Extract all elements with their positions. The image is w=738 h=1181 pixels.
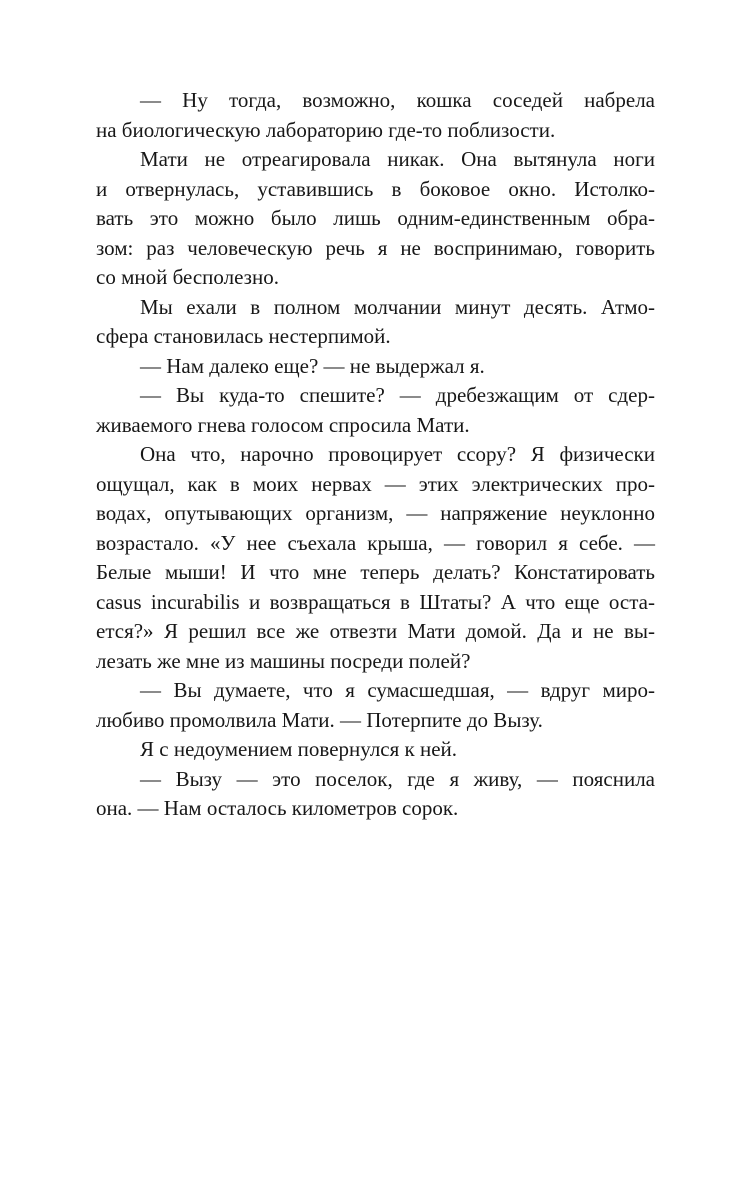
text-line: Мы ехали в полном молчании минут десять. Атмо-: [140, 294, 655, 319]
text-line: — Вы думаете, что я сумасшедшая, — вдруг миро-: [140, 678, 655, 702]
text-line: зом: раз человеческую речь я не воспринимаю, говорить: [96, 235, 655, 260]
paragraph: [96, 293, 655, 352]
text-line: лезать же мне из машины посреди полей?: [96, 648, 471, 673]
text-line: она. — Нам осталось километров сорок.: [96, 796, 459, 820]
text-line: и отвернулась, уставившись в боковое окно. Истолко-: [96, 176, 655, 201]
paragraph: [96, 86, 655, 145]
text-line: ощущал, как в моих нервах — этих электрических про-: [96, 471, 655, 496]
text-line: водах, опутывающих организм, — напряжение неуклонно: [96, 501, 655, 525]
paragraph: [96, 381, 655, 440]
text-line: вать это можно было лишь одним-единственным обра-: [96, 206, 655, 230]
paragraph: [96, 735, 655, 765]
text-line: Белые мыши! И что мне теперь делать? Констатировать: [96, 560, 655, 584]
paragraph: [96, 765, 655, 824]
text-line: сфера становилась нестерпимой.: [96, 324, 391, 348]
paragraph: [96, 145, 655, 293]
text-line: любиво промолвила Мати. — Потерпите до Вызу.: [96, 707, 543, 732]
text-line: на биологическую лабораторию где-то поблизости.: [96, 117, 556, 142]
text-line: ется?» Я решил все же отвезти Мати домой. Да и не вы-: [96, 619, 655, 643]
text-line: возрастало. «У нее съехала крыша, — говорил я себе. —: [96, 530, 655, 555]
text-line: Она что, нарочно провоцирует ссору? Я физически: [140, 442, 655, 466]
text-line: Мати не отреагировала никак. Она вытянула ноги: [140, 147, 655, 171]
paragraph: [96, 676, 655, 735]
text-line: — Вызу — это поселок, где я живу, — пояснила: [140, 766, 655, 791]
text-line: Я с недоумением повернулся к ней.: [140, 737, 458, 761]
text-line: со мной бесполезно.: [96, 265, 279, 289]
text-line: casus incurabilis и возвращаться в Штаты? А что еще оста-: [96, 589, 655, 614]
paragraph: [96, 352, 655, 382]
paragraph: [96, 440, 655, 676]
text-line: живаемого гнева голосом спросила Мати.: [96, 412, 470, 437]
text-line: — Ну тогда, возможно, кошка соседей набрела: [140, 88, 655, 112]
text-line: — Вы куда-то спешите? — дребезжащим от сдер-: [140, 383, 655, 407]
text-line: — Нам далеко еще? — не выдержал я.: [140, 353, 485, 378]
page-text-block: [96, 86, 655, 824]
